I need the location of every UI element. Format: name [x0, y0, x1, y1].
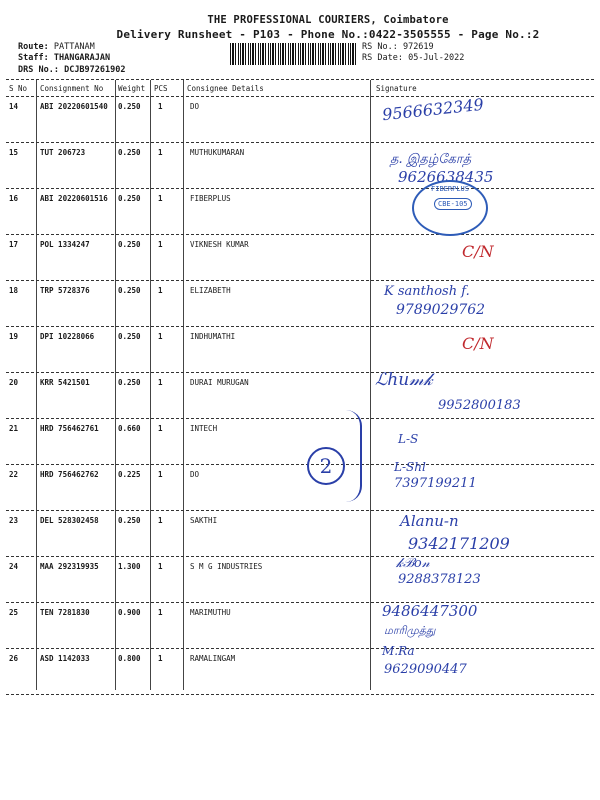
col-header-pcs: PCS [154, 84, 168, 93]
rs-no-value: 972619 [402, 42, 434, 52]
cell-consignment: POL 1334247 [40, 240, 90, 249]
route-value: PATTANAM [53, 42, 95, 52]
staff-label: Staff: [18, 53, 49, 63]
cell-sno: 26 [9, 654, 19, 663]
cell-sno: 19 [9, 332, 19, 341]
cell-pcs: 1 [158, 148, 163, 157]
cell-weight: 0.800 [118, 654, 141, 663]
cell-sno: 15 [9, 148, 19, 157]
cell-consignee: INTECH [190, 424, 218, 433]
col-header-consignment: Consignment No [40, 84, 104, 93]
table-row [0, 557, 600, 603]
company-title: THE PROFESSIONAL COURIERS, Coimbatore [207, 14, 449, 26]
drs-label: DRS No.: [18, 65, 59, 75]
cell-sno: 14 [9, 102, 19, 111]
stamp-ring-text: FIBERPLUS [431, 185, 469, 193]
table-row [0, 189, 600, 235]
col-header-consignee: Consignee Details [187, 84, 264, 93]
signature-26-phone: 9629090447 [384, 662, 467, 677]
rs-date-label: RS Date: [362, 53, 403, 63]
cell-pcs: 1 [158, 470, 163, 479]
circled-count: 2 [307, 447, 345, 485]
cell-pcs: 1 [158, 654, 163, 663]
cell-consignment: DEL 528302458 [40, 516, 99, 525]
cell-consignee: MARIMUTHU [190, 608, 231, 617]
row-divider [6, 694, 594, 695]
runsheet-subtitle: Delivery Runsheet - P103 - Phone No.:0422-3505555 - Page No.:2 [116, 28, 540, 41]
cell-sno: 16 [9, 194, 19, 203]
table-row [0, 603, 600, 649]
rs-no-line [362, 42, 434, 52]
col-header-sno: S No [9, 84, 28, 93]
cell-consignee: VIKNESH KUMAR [190, 240, 249, 249]
cell-consignee: MUTHUKUMARAN [190, 148, 245, 157]
stamp-code: CBE-105 [434, 198, 472, 210]
cell-weight: 0.250 [118, 516, 141, 525]
cell-sno: 24 [9, 562, 19, 571]
cell-weight: 0.900 [118, 608, 141, 617]
cell-consignment: ASD 1142033 [40, 654, 90, 663]
cell-weight: 0.250 [118, 194, 141, 203]
route-line [18, 42, 95, 52]
cell-weight: 0.250 [118, 148, 141, 157]
signature-15-phone: 9626638435 [398, 168, 494, 186]
signature-25-phone: 9486447300 [382, 602, 478, 620]
cell-weight: 0.250 [118, 332, 141, 341]
cell-sno: 25 [9, 608, 19, 617]
route-label: Route: [18, 42, 49, 52]
signature-17-cn: C/N [462, 242, 494, 261]
table-row [0, 419, 600, 465]
cell-weight: 0.250 [118, 102, 141, 111]
cell-consignment: ABI 20220601540 [40, 102, 108, 111]
cell-pcs: 1 [158, 240, 163, 249]
drs-value: DCJB97261902 [64, 65, 126, 75]
signature-18-phone: 9789029762 [396, 302, 486, 318]
signature-21: L-S [398, 432, 419, 446]
table-row [0, 235, 600, 281]
table-row [0, 649, 600, 695]
table-row [0, 281, 600, 327]
cell-weight: 0.660 [118, 424, 141, 433]
cell-sno: 17 [9, 240, 19, 249]
cell-pcs: 1 [158, 378, 163, 387]
cell-consignee: DO [190, 102, 200, 111]
signature-22-sign: L-Shl [394, 460, 426, 474]
drs-line [18, 65, 126, 75]
delivery-stamp [412, 180, 488, 236]
table-row [0, 94, 600, 143]
staff-value: THANGARAJAN [53, 53, 111, 63]
signature-18-name: K santhosh f. [384, 284, 470, 299]
signature-14: 9566632349 [381, 94, 485, 125]
signature-19-cn: C/N [462, 334, 494, 353]
cell-consignment: ABI 20220601516 [40, 194, 108, 203]
signature-20-sign: ℒℎu𝓂𝓀 [375, 370, 433, 390]
cell-sno: 23 [9, 516, 19, 525]
cell-sno: 18 [9, 286, 19, 295]
cell-sno: 22 [9, 470, 19, 479]
cell-pcs: 1 [158, 332, 163, 341]
table-row [0, 465, 600, 511]
rs-no-label: RS No.: [362, 42, 398, 52]
cell-consignment: KRR 5421501 [40, 378, 90, 387]
cell-consignment: TEN 7281830 [40, 608, 90, 617]
cell-consignment: MAA 292319935 [40, 562, 99, 571]
cell-consignee: ELIZABETH [190, 286, 231, 295]
staff-line [18, 53, 110, 63]
cell-sno: 20 [9, 378, 19, 387]
cell-consignment: HRD 756462761 [40, 424, 99, 433]
cell-consignee: RAMALINGAM [190, 654, 236, 663]
rs-date-value: 05-Jul-2022 [408, 53, 465, 63]
signature-23-phone: 9342171209 [408, 534, 510, 553]
signature-24-phone: 9288378123 [398, 572, 481, 587]
bracket-mark [346, 410, 362, 502]
cell-weight: 0.225 [118, 470, 141, 479]
barcode [230, 43, 356, 65]
signature-26-sign: M.Ra [382, 644, 415, 658]
signature-23-sign: Alanu-n [400, 512, 459, 530]
cell-consignee: DURAI MURUGAN [190, 378, 249, 387]
cell-consignee: FIBERPLUS [190, 194, 231, 203]
cell-consignee: SAKTHI [190, 516, 218, 525]
table-row [0, 143, 600, 189]
cell-pcs: 1 [158, 516, 163, 525]
cell-pcs: 1 [158, 286, 163, 295]
col-header-weight: Weight [118, 84, 146, 93]
cell-pcs: 1 [158, 608, 163, 617]
cell-sno: 21 [9, 424, 19, 433]
cell-weight: 1.300 [118, 562, 141, 571]
cell-consignment: DPI 10228066 [40, 332, 95, 341]
cell-pcs: 1 [158, 424, 163, 433]
table-row [0, 327, 600, 373]
cell-consignee: DO [190, 470, 200, 479]
table-row [0, 511, 600, 557]
cell-consignee: INDHUMATHI [190, 332, 236, 341]
cell-pcs: 1 [158, 562, 163, 571]
cell-pcs: 1 [158, 102, 163, 111]
cell-consignee: S M G INDUSTRIES [190, 562, 263, 571]
cell-consignment: HRD 756462762 [40, 470, 99, 479]
signature-25-name: மாரிமுத்து [384, 624, 436, 637]
signature-24-sign: 𝓀ℬ𝑜𝓃 [396, 556, 430, 571]
signature-20-phone: 9952800183 [438, 398, 521, 413]
header-top-rule [6, 79, 594, 80]
cell-weight: 0.250 [118, 240, 141, 249]
cell-consignment: TUT 206723 [40, 148, 86, 157]
col-header-signature: Signature [376, 84, 417, 93]
signature-22-phone: 7397199211 [394, 476, 477, 491]
rs-date-line [362, 53, 464, 63]
cell-weight: 0.250 [118, 378, 141, 387]
cell-consignment: TRP 5728376 [40, 286, 90, 295]
cell-weight: 0.250 [118, 286, 141, 295]
cell-pcs: 1 [158, 194, 163, 203]
signature-15-name: த. இதழ்கோத் [390, 152, 472, 167]
